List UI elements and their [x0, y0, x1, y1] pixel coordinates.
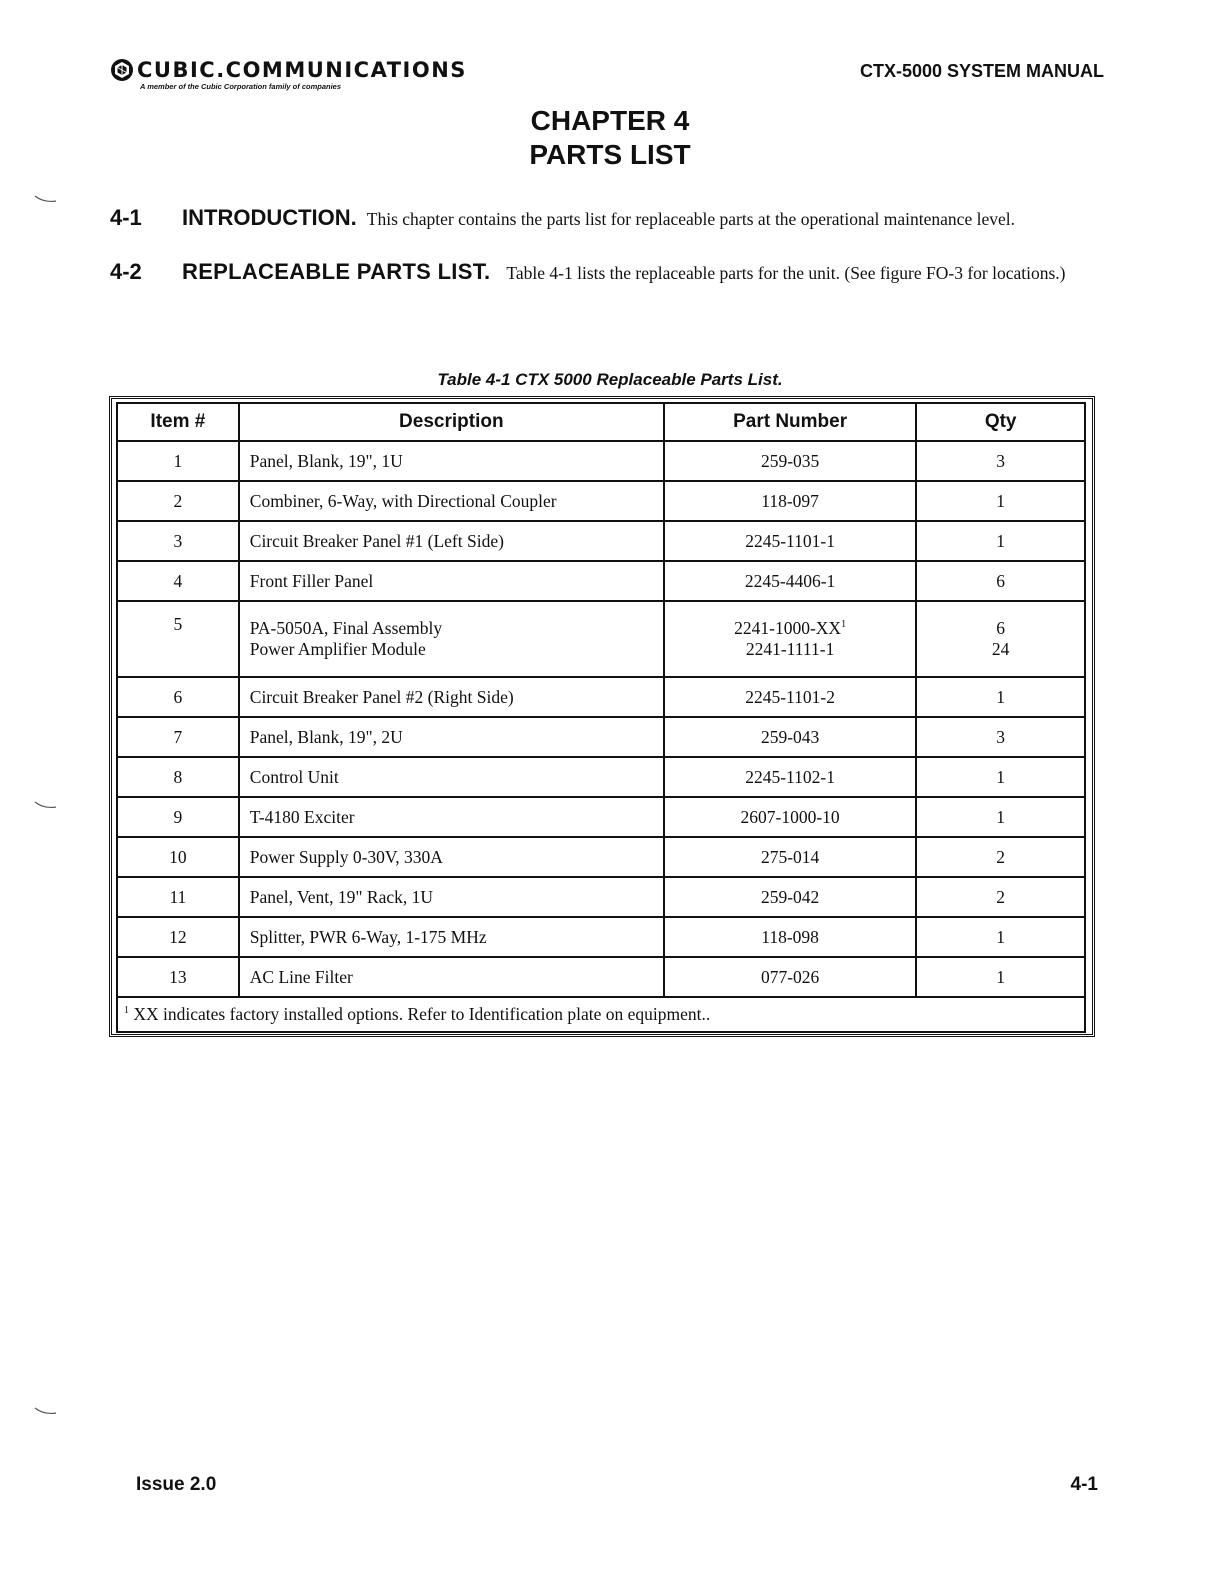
item-cell: 8 [117, 757, 239, 797]
part-number-text: 2241-1000-XX [734, 618, 842, 638]
column-header-part-number: Part Number [664, 403, 916, 441]
item-cell: 1 [117, 441, 239, 481]
qty-line: 24 [991, 639, 1010, 659]
chapter-title: PARTS LIST [529, 139, 691, 170]
parts-table [116, 402, 1086, 1033]
table-row [117, 717, 1085, 757]
description-cell: AC Line Filter [239, 957, 664, 997]
item-cell: 7 [117, 717, 239, 757]
part-number-line: 2241-1111-1 [745, 639, 835, 659]
part-number-cell: 259-035 [664, 441, 916, 481]
margin-mark [34, 1406, 58, 1416]
column-header-qty: Qty [916, 403, 1085, 441]
table-caption: Table 4-1 CTX 5000 Replaceable Parts List. [437, 370, 783, 389]
section-text: Table 4-1 lists the replaceable parts for the unit. (See figure FO-3 for locations.) [506, 263, 1066, 283]
section-heading: REPLACEABLE PARTS LIST. [182, 259, 491, 284]
company-tagline: A member of the Cubic Corporation family of companies [140, 82, 341, 91]
page-number: 4-1 [1070, 1474, 1098, 1495]
description-cell: Front Filler Panel [239, 561, 664, 601]
item-cell: 4 [117, 561, 239, 601]
part-number-cell: 2245-1102-1 [664, 757, 916, 797]
section-replaceable-parts [110, 258, 1104, 289]
qty-cell: 2 [916, 837, 1085, 877]
part-number-cell: 118-097 [664, 481, 916, 521]
table-footnote-row [117, 997, 1085, 1032]
description-cell: Panel, Blank, 19", 1U [239, 441, 664, 481]
section-heading: INTRODUCTION. [182, 205, 357, 230]
description-cell [239, 601, 664, 677]
company-logo [110, 58, 467, 91]
qty-cell: 1 [916, 917, 1085, 957]
qty-cell [916, 601, 1085, 677]
part-number-cell: 2245-4406-1 [664, 561, 916, 601]
description-cell: Panel, Blank, 19", 2U [239, 717, 664, 757]
part-number-cell: 118-098 [664, 917, 916, 957]
table-row [117, 797, 1085, 837]
table-header-row [117, 403, 1085, 441]
part-number-cell: 077-026 [664, 957, 916, 997]
section-number: 4-1 [110, 205, 142, 230]
section-text: This chapter contains the parts list for replaceable parts at the operational maintenance level. [366, 209, 1015, 229]
table-row [117, 601, 1085, 677]
description-cell: Control Unit [239, 757, 664, 797]
part-number-cell: 259-043 [664, 717, 916, 757]
margin-mark [34, 194, 58, 204]
item-cell: 9 [117, 797, 239, 837]
part-number-cell [664, 601, 916, 677]
part-number-cell: 2607-1000-10 [664, 797, 916, 837]
issue-label: Issue 2.0 [136, 1474, 217, 1495]
cubic-logo-icon [110, 58, 134, 82]
chapter-heading [0, 104, 1220, 172]
table-row [117, 521, 1085, 561]
table-row [117, 837, 1085, 877]
description-line: Power Amplifier Module [249, 639, 426, 659]
part-number-line [665, 618, 915, 639]
part-number-cell: 2245-1101-2 [664, 677, 916, 717]
manual-title: CTX-5000 SYSTEM MANUAL [859, 61, 1104, 81]
table-row [117, 957, 1085, 997]
part-number-cell: 275-014 [664, 837, 916, 877]
item-cell: 13 [117, 957, 239, 997]
qty-cell: 1 [916, 797, 1085, 837]
section-introduction [110, 205, 1104, 231]
table-row [117, 677, 1085, 717]
column-header-description: Description [239, 403, 664, 441]
item-cell: 11 [117, 877, 239, 917]
table-row [117, 917, 1085, 957]
description-cell: Circuit Breaker Panel #2 (Right Side) [239, 677, 664, 717]
item-cell: 10 [117, 837, 239, 877]
qty-cell: 3 [916, 441, 1085, 481]
table-row [117, 877, 1085, 917]
item-cell: 12 [117, 917, 239, 957]
qty-cell: 6 [916, 561, 1085, 601]
table-row [117, 757, 1085, 797]
qty-cell: 1 [916, 481, 1085, 521]
qty-cell: 1 [916, 957, 1085, 997]
qty-cell: 2 [916, 877, 1085, 917]
part-number-cell: 259-042 [664, 877, 916, 917]
table-row [117, 441, 1085, 481]
description-cell: Splitter, PWR 6-Way, 1-175 MHz [239, 917, 664, 957]
footnote-text: XX indicates factory installed options. Refer to Identification plate on equipment.. [133, 1004, 711, 1024]
item-cell: 5 [117, 601, 239, 677]
chapter-label: CHAPTER 4 [530, 105, 690, 136]
table-row [117, 481, 1085, 521]
parts-table-frame [109, 396, 1095, 1037]
item-cell: 6 [117, 677, 239, 717]
qty-cell: 3 [916, 717, 1085, 757]
description-cell: Panel, Vent, 19" Rack, 1U [239, 877, 664, 917]
table-row [117, 561, 1085, 601]
qty-cell: 1 [916, 521, 1085, 561]
description-cell: Circuit Breaker Panel #1 (Left Side) [239, 521, 664, 561]
qty-cell: 1 [916, 757, 1085, 797]
description-cell: Combiner, 6-Way, with Directional Coupler [239, 481, 664, 521]
part-number-cell: 2245-1101-1 [664, 521, 916, 561]
item-cell: 2 [117, 481, 239, 521]
footnote-marker: 1 [124, 1005, 129, 1017]
qty-cell: 1 [916, 677, 1085, 717]
description-cell: T-4180 Exciter [239, 797, 664, 837]
item-cell: 3 [117, 521, 239, 561]
qty-line: 6 [996, 618, 1006, 638]
table-footnote [117, 997, 1085, 1032]
margin-mark [34, 800, 58, 810]
description-cell: Power Supply 0-30V, 330A [239, 837, 664, 877]
company-name: CUBIC.COMMUNICATIONS [137, 58, 467, 82]
section-number: 4-2 [110, 259, 142, 284]
column-header-item: Item # [117, 403, 239, 441]
footnote-marker: 1 [841, 619, 847, 631]
description-line: PA-5050A, Final Assembly [249, 618, 443, 638]
